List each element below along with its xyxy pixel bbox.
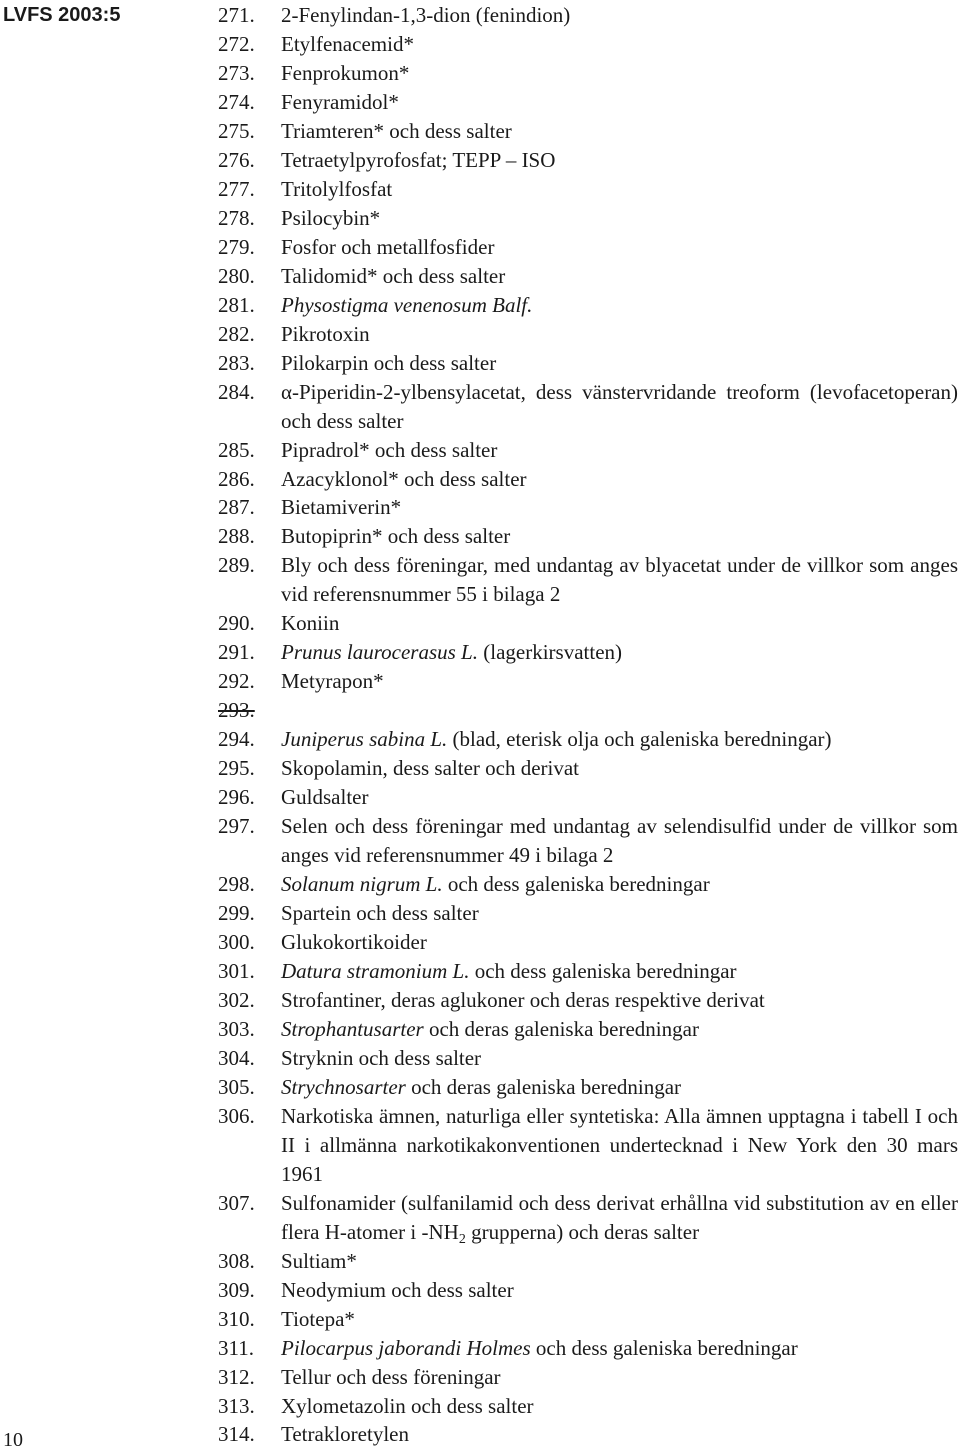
list-item — [218, 436, 958, 465]
text-run: Triamteren* och dess salter — [281, 118, 512, 143]
italic-text: Strophantusarter — [281, 1016, 424, 1041]
item-number: 285. — [218, 437, 255, 462]
italic-text: Prunus laurocerasus L. — [281, 640, 478, 665]
list-item — [218, 233, 958, 262]
item-number: 272. — [218, 31, 255, 56]
item-text — [281, 204, 958, 233]
item-text — [281, 493, 958, 522]
item-number: 281. — [218, 292, 255, 317]
item-text — [281, 928, 958, 957]
text-run: Talidomid* och dess salter — [281, 263, 506, 288]
italic-text: Solanum nigrum L. — [281, 872, 443, 897]
item-number: 290. — [218, 611, 255, 636]
item-text — [281, 378, 958, 436]
list-item — [218, 928, 958, 957]
item-text — [281, 667, 958, 696]
item-number: 273. — [218, 60, 255, 85]
text-run: Metyrapon* — [281, 669, 384, 694]
item-text — [281, 1363, 958, 1392]
text-run: och dess galeniska beredningar — [442, 872, 710, 897]
list-item — [218, 1, 958, 30]
item-number: 310. — [218, 1306, 255, 1331]
list-item — [218, 175, 958, 204]
item-number: 295. — [218, 756, 255, 781]
item-number: 282. — [218, 321, 255, 346]
item-number: 293. — [218, 698, 255, 723]
item-text — [281, 1073, 958, 1102]
item-number: 297. — [218, 814, 255, 839]
list-item — [218, 725, 958, 754]
item-number: 304. — [218, 1045, 255, 1070]
item-text — [281, 957, 958, 986]
text-run: Narkotiska ämnen, naturliga eller syntetiska: Alla ämnen upptagna i tabell I och II i allmänna narkotikakonventionen undertecknad i New York den 30 mars 1961 — [281, 1103, 958, 1186]
item-text — [281, 320, 958, 349]
list-item — [218, 609, 958, 638]
item-number: 280. — [218, 263, 255, 288]
item-number: 276. — [218, 147, 255, 172]
item-number: 287. — [218, 495, 255, 520]
list-item — [218, 1420, 958, 1449]
text-run: (blad, eterisk olja och galeniska beredningar) — [447, 727, 832, 752]
item-text — [281, 117, 958, 146]
item-text — [281, 146, 958, 175]
item-text — [281, 725, 958, 754]
italic-text: Physostigma venenosum Balf. — [281, 292, 533, 317]
list-item — [218, 1392, 958, 1421]
item-text — [281, 1420, 958, 1449]
item-number: 311. — [218, 1335, 254, 1360]
list-item — [218, 1247, 958, 1276]
italic-text: Pilocarpus jaborandi Holmes — [281, 1335, 531, 1360]
text-run: Pikrotoxin — [281, 321, 370, 346]
item-number: 286. — [218, 466, 255, 491]
list-item — [218, 1334, 958, 1363]
list-item — [218, 812, 958, 870]
list-item — [218, 88, 958, 117]
item-number: 296. — [218, 785, 255, 810]
item-text — [281, 812, 958, 870]
item-text — [281, 1305, 958, 1334]
list-item — [218, 1189, 958, 1247]
italic-text: Strychnosarter — [281, 1074, 406, 1099]
text-run: och dess galeniska beredningar — [530, 1335, 798, 1360]
item-text — [281, 638, 958, 667]
text-run: Xylometazolin och dess salter — [281, 1393, 534, 1418]
list-item — [218, 1073, 958, 1102]
item-number: 275. — [218, 118, 255, 143]
item-text — [281, 1392, 958, 1421]
item-text — [281, 30, 958, 59]
text-run: Sulfonamider (sulfanilamid och dess derivat erhållna vid substitution av en eller flera H-atomer i -NH — [281, 1190, 958, 1244]
list-item — [218, 522, 958, 551]
item-number: 279. — [218, 234, 255, 259]
list-item — [218, 204, 958, 233]
item-number: 301. — [218, 958, 255, 983]
subscript-text: 2 — [458, 1231, 466, 1247]
item-text — [281, 609, 958, 638]
item-number: 277. — [218, 176, 255, 201]
text-run: Spartein och dess salter — [281, 901, 479, 926]
item-number: 284. — [218, 379, 255, 404]
list-item — [218, 59, 958, 88]
text-run: Stryknin och dess salter — [281, 1045, 482, 1070]
text-run: Bly och dess föreningar, med undantag av blyacetat under de villkor som anges vid referensnummer 55 i bilaga 2 — [281, 553, 958, 607]
text-run: Pilokarpin och dess salter — [281, 350, 497, 375]
list-item — [218, 146, 958, 175]
item-text — [281, 291, 958, 320]
item-text — [281, 551, 958, 609]
item-number: 313. — [218, 1393, 255, 1418]
list-item — [218, 1276, 958, 1305]
list-item — [218, 870, 958, 899]
item-text — [281, 1, 958, 30]
item-text — [281, 1247, 958, 1276]
text-run: Neodymium och dess salter — [281, 1277, 514, 1302]
list-item — [218, 1363, 958, 1392]
text-run: Tritolylfosfat — [281, 176, 393, 201]
item-number: 302. — [218, 987, 255, 1012]
item-number: 300. — [218, 930, 255, 954]
list-item — [218, 493, 958, 522]
item-text — [281, 233, 958, 262]
item-number: 305. — [218, 1074, 255, 1099]
substance-list — [218, 1, 958, 1449]
text-run: Fosfor och metallfosfider — [281, 234, 495, 259]
item-text — [281, 262, 958, 291]
list-item — [218, 638, 958, 667]
item-text — [281, 1334, 958, 1363]
item-number: 288. — [218, 524, 255, 549]
item-number: 306. — [218, 1103, 255, 1128]
list-item — [218, 551, 958, 609]
list-item — [218, 1305, 958, 1334]
text-run: Tiotepa* — [281, 1306, 355, 1331]
item-text — [281, 1015, 958, 1044]
text-run: Glukokortikoider — [281, 930, 427, 954]
text-run: (lagerkirsvatten) — [478, 640, 623, 665]
item-text — [281, 754, 958, 783]
list-item — [218, 667, 958, 696]
text-run: α-Piperidin-2-ylbensylacetat, dess vänstervridande treoform (levofacetoperan) och dess salter — [281, 379, 958, 433]
item-text — [281, 1044, 958, 1073]
item-text — [281, 986, 958, 1015]
list-item — [218, 1044, 958, 1073]
item-number: 283. — [218, 350, 255, 375]
item-text — [281, 349, 958, 378]
item-number: 299. — [218, 901, 255, 926]
text-run: Selen och dess föreningar med undantag av selendisulfid under de villkor som anges vid referensnummer 49 i bilaga 2 — [281, 814, 958, 868]
text-run: Strofantiner, deras aglukoner och deras respektive derivat — [281, 987, 765, 1012]
item-number: 298. — [218, 872, 255, 897]
item-text — [281, 59, 958, 88]
item-number: 278. — [218, 205, 255, 230]
list-item — [218, 754, 958, 783]
text-run: Tellur och dess föreningar — [281, 1364, 501, 1389]
item-text — [281, 88, 958, 117]
text-run: och deras galeniska beredningar — [405, 1074, 682, 1099]
text-run: Psilocybin* — [281, 205, 381, 230]
item-number: 294. — [218, 727, 255, 752]
item-text — [281, 899, 958, 928]
text-run: Tetrakloretylen — [281, 1422, 409, 1447]
item-text — [281, 436, 958, 465]
list-item — [218, 899, 958, 928]
text-run: Fenprokumon* — [281, 60, 410, 85]
item-text — [281, 1189, 958, 1247]
item-text — [281, 175, 958, 204]
list-item — [218, 262, 958, 291]
list-item — [218, 291, 958, 320]
italic-text: Juniperus sabina L. — [281, 727, 448, 752]
text-run: grupperna) och deras salter — [465, 1219, 700, 1244]
list-item — [218, 320, 958, 349]
page-number: 10 — [3, 1429, 23, 1451]
item-number: 303. — [218, 1016, 255, 1041]
item-text — [281, 1276, 958, 1305]
item-text — [281, 783, 958, 812]
text-run: Butopiprin* och dess salter — [281, 524, 511, 549]
list-item — [218, 783, 958, 812]
text-run: Fenyramidol* — [281, 89, 399, 114]
list-item — [218, 1102, 958, 1189]
text-run: Bietamiverin* — [281, 495, 402, 520]
italic-text: Datura stramonium L. — [281, 958, 470, 983]
list-item — [218, 117, 958, 146]
text-run: Pipradrol* och dess salter — [281, 437, 498, 462]
list-item — [218, 986, 958, 1015]
list-item — [218, 1015, 958, 1044]
list-item — [218, 30, 958, 59]
text-run: Tetraetylpyrofosfat; TEPP – ISO — [281, 147, 556, 172]
item-number: 312. — [218, 1364, 255, 1389]
text-run: och dess galeniska beredningar — [469, 958, 737, 983]
text-run: Guldsalter — [281, 785, 369, 810]
text-run: Sultiam* — [281, 1248, 357, 1273]
item-number: 309. — [218, 1277, 255, 1302]
list-item — [218, 465, 958, 494]
item-number: 292. — [218, 669, 255, 694]
text-run: Koniin — [281, 611, 340, 636]
text-run: Skopolamin, dess salter och derivat — [281, 756, 580, 781]
item-number: 271. — [218, 3, 255, 27]
text-run: och deras galeniska beredningar — [423, 1016, 699, 1041]
item-text — [281, 465, 958, 494]
text-run: 2-Fenylindan-1,3-dion (fenindion) — [281, 3, 571, 27]
list-item — [218, 378, 958, 436]
item-number: 314. — [218, 1422, 255, 1447]
item-number: 289. — [218, 553, 255, 578]
item-number: 291. — [218, 640, 255, 665]
item-number: 274. — [218, 89, 255, 114]
item-number: 308. — [218, 1248, 255, 1273]
list-item — [218, 957, 958, 986]
item-number: 307. — [218, 1190, 255, 1215]
item-text — [281, 522, 958, 551]
item-text — [281, 870, 958, 899]
item-text — [281, 1102, 958, 1189]
text-run: Etylfenacemid* — [281, 31, 414, 56]
document-code: LVFS 2003:5 — [3, 4, 121, 26]
list-item — [218, 696, 958, 725]
text-run: Azacyklonol* och dess salter — [281, 466, 527, 491]
list-item — [218, 349, 958, 378]
